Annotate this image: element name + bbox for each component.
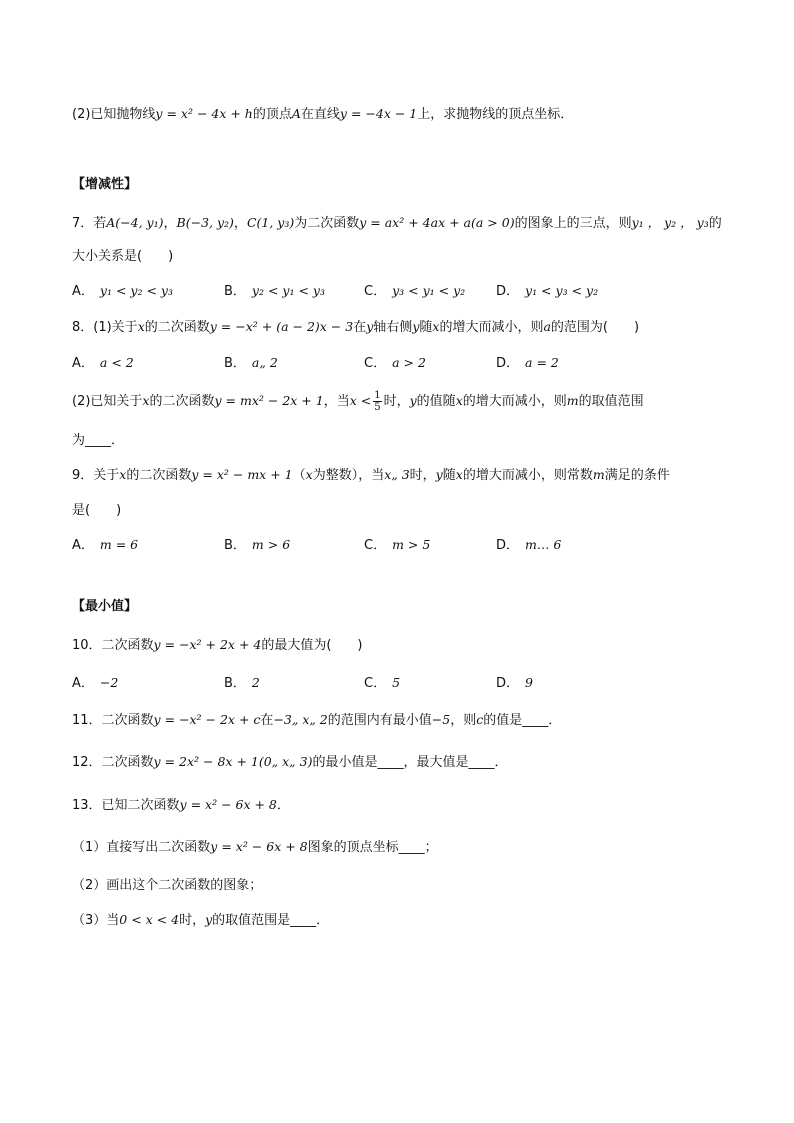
option-label: A．: [72, 538, 94, 553]
question-9: [72, 466, 670, 485]
q6b-point: A: [291, 106, 301, 121]
q9-var: x: [119, 467, 127, 482]
q8-text: 的取值范围: [578, 394, 644, 409]
q12-text: 12．二次函数: [72, 755, 154, 770]
option-label: A．: [72, 676, 94, 691]
q13-text: 的取值范围是____．: [212, 913, 330, 928]
q9-var: x: [305, 467, 313, 482]
q7-point-a: A(−4, y₁): [106, 215, 164, 230]
option-label: C．: [364, 538, 387, 553]
q6b-text: 在直线: [300, 107, 340, 122]
option-expression: y₃ < y₁ < y₂: [392, 283, 466, 298]
q8-text: ，当: [323, 394, 350, 409]
option-a[interactable]: [72, 674, 118, 693]
question-8-part-2-line-2: 为____．: [72, 433, 125, 448]
q11-value: −5: [431, 712, 451, 727]
option-b[interactable]: [224, 536, 290, 555]
question-12: [72, 753, 507, 772]
option-label: C．: [364, 284, 387, 299]
q11-text: 11．二次函数: [72, 713, 154, 728]
q8-text: 随: [419, 320, 433, 335]
fraction-one-fifth: [373, 390, 381, 413]
q12-text: 的最小值是____，最大值是____．: [312, 755, 508, 770]
q6b-text: 上，求抛物线的顶点坐标．: [417, 107, 574, 122]
q7-point-c: C(1, y₃): [246, 215, 295, 230]
q7-text: ，: [233, 216, 247, 231]
option-b[interactable]: [224, 354, 278, 373]
option-label: D．: [496, 538, 520, 553]
q9-text: 的增大而减小，则常数: [462, 468, 593, 483]
option-expression: y₁ < y₂ < y₃: [99, 283, 173, 298]
q10-equation: y = −x² + 2x + 4: [153, 637, 262, 652]
q7-text: 的: [708, 216, 722, 231]
q9-condition: x„ 3: [384, 467, 410, 482]
option-a[interactable]: [72, 282, 173, 301]
q9-text: 为整数），当: [312, 468, 385, 483]
option-c[interactable]: [364, 674, 400, 693]
q8-var: x: [137, 319, 145, 334]
q8-text: 的值随: [416, 394, 456, 409]
question-6-part-2: [72, 105, 573, 124]
option-expression: y₁ < y₃ < y₂: [525, 283, 599, 298]
option-label: C．: [364, 676, 387, 691]
q9-var: x: [455, 467, 463, 482]
q6b-label: (2)已知抛物线: [72, 107, 156, 122]
q7-point-b: B(−3, y₂): [176, 215, 234, 230]
option-label: B．: [224, 356, 246, 371]
option-c[interactable]: [364, 354, 426, 373]
question-9-line-2: 是( ): [72, 503, 122, 518]
q13-text: 时，: [179, 913, 206, 928]
q13-text: （1）直接写出二次函数: [72, 840, 211, 855]
option-expression: m > 5: [392, 537, 431, 552]
option-label: A．: [72, 284, 94, 299]
q8-text: 在: [353, 320, 367, 335]
q9-text: 随: [442, 468, 456, 483]
q13-var: y: [205, 912, 213, 927]
q8-text: 的增大而减小，则: [439, 320, 544, 335]
option-b[interactable]: [224, 674, 260, 693]
option-c[interactable]: [364, 282, 465, 301]
option-expression: a„ 2: [251, 355, 278, 370]
option-label: D．: [496, 284, 520, 299]
option-expression: 9: [525, 675, 533, 690]
q11-var: c: [476, 712, 484, 727]
q8-text: 8．(1)关于: [72, 320, 138, 335]
q10-text: 的最大值为( ): [261, 638, 363, 653]
q8-var: x: [432, 319, 440, 334]
q13-equation: y = x² − 6x + 8: [179, 797, 277, 812]
option-label: D．: [496, 676, 520, 691]
option-d[interactable]: [496, 674, 533, 693]
q9-text: 的二次函数: [126, 468, 192, 483]
question-13-part-2: （2）画出这个二次函数的图象；: [72, 878, 263, 893]
option-d[interactable]: [496, 354, 559, 373]
q8-var: y: [366, 319, 374, 334]
section-header-extreme-value: 【最小值】: [72, 599, 138, 614]
fraction-numerator: 1: [374, 390, 381, 401]
q12-equation: y = 2x² − 8x + 1(0„ x„ 3): [153, 754, 313, 769]
option-expression: a < 2: [99, 355, 134, 370]
option-expression: a > 2: [392, 355, 426, 370]
q9-var: m: [592, 467, 605, 482]
q13-text: 图象的顶点坐标____；: [307, 840, 438, 855]
option-label: B．: [224, 284, 246, 299]
option-expression: m > 6: [251, 537, 291, 552]
option-expression: y₂ < y₁ < y₃: [251, 283, 325, 298]
fraction-denominator: 5: [374, 402, 381, 413]
q8-text: 的范围为( ): [550, 320, 640, 335]
q7-variables: y₁ ， y₂ ， y₃: [631, 215, 709, 230]
q8-text: 的二次函数: [144, 320, 210, 335]
option-d[interactable]: [496, 282, 598, 301]
q8-var: y: [409, 393, 417, 408]
q9-text: 时，: [409, 468, 436, 483]
question-13-part-3: [72, 911, 329, 930]
q13-text: （3）当: [72, 913, 120, 928]
option-c[interactable]: [364, 536, 430, 555]
question-7: [72, 214, 722, 233]
option-label: C．: [364, 356, 387, 371]
q11-text: 的范围内有最小值: [327, 713, 432, 728]
section-header-monotonic: 【增减性】: [72, 177, 138, 192]
q11-text: ，则: [450, 713, 477, 728]
q6b-equation: y = x² − 4x + h: [155, 106, 253, 121]
q11-text: 的值是____．: [483, 713, 562, 728]
q8-var: y: [412, 319, 420, 334]
q7-text: 7．若: [72, 216, 107, 231]
q8-equation: y = −x² + (a − 2)x − 3: [209, 319, 354, 334]
q13-equation: y = x² − 6x + 8: [210, 839, 308, 854]
option-expression: m… 6: [525, 537, 562, 552]
option-expression: −2: [99, 675, 119, 690]
q6b-text: 的顶点: [252, 107, 292, 122]
q8-text: 时，: [383, 394, 410, 409]
q11-range: −3„ x„ 2: [273, 712, 328, 727]
option-expression: 2: [251, 675, 260, 690]
option-a[interactable]: [72, 536, 138, 555]
q9-equation: y = x² − mx + 1: [191, 467, 293, 482]
q8-text: 的二次函数: [149, 394, 215, 409]
q8-text: 轴右侧: [373, 320, 413, 335]
q9-text: 满足的条件: [604, 468, 670, 483]
question-10: [72, 636, 363, 655]
option-label: D．: [496, 356, 520, 371]
option-label: B．: [224, 676, 246, 691]
question-8-part-2: [72, 390, 644, 413]
option-label: B．: [224, 538, 246, 553]
option-a[interactable]: [72, 354, 134, 373]
q7-equation: y = ax² + 4ax + a(a > 0): [359, 215, 515, 230]
q6b-line-equation: y = −4x − 1: [339, 106, 418, 121]
q8-equation: y = mx² − 2x + 1: [214, 393, 324, 408]
q8-var: x: [142, 393, 150, 408]
question-13: [72, 796, 290, 815]
q13-text: 13．已知二次函数: [72, 798, 180, 813]
q8-var: x: [455, 393, 463, 408]
q13-text: ．: [276, 798, 290, 813]
q13-condition: 0 < x < 4: [119, 912, 180, 927]
q8-var: m: [566, 393, 579, 408]
option-d[interactable]: [496, 536, 561, 555]
q9-text: 9．关于: [72, 468, 120, 483]
q9-var: y: [435, 467, 443, 482]
q11-equation: y = −x² − 2x + c: [153, 712, 261, 727]
option-expression: a = 2: [525, 355, 559, 370]
question-13-part-1: [72, 838, 438, 857]
q7-text: 为二次函数: [294, 216, 360, 231]
option-b[interactable]: [224, 282, 325, 301]
q7-text: 的图象上的三点，则: [514, 216, 632, 231]
option-expression: m = 6: [99, 537, 139, 552]
q7-text: ，: [163, 216, 177, 231]
q8-condition: x <: [349, 393, 372, 408]
question-8-part-1: [72, 318, 639, 337]
q8-text: 的增大而减小，则: [462, 394, 567, 409]
q8-text: (2)已知关于: [72, 394, 143, 409]
q9-text: （: [292, 468, 306, 483]
q11-text: 在: [260, 713, 274, 728]
option-expression: 5: [392, 675, 401, 690]
q10-text: 10．二次函数: [72, 638, 154, 653]
option-label: A．: [72, 356, 94, 371]
question-11: [72, 711, 561, 730]
q8-var: a: [543, 319, 551, 334]
question-7-line-2: 大小关系是( ): [72, 249, 174, 264]
